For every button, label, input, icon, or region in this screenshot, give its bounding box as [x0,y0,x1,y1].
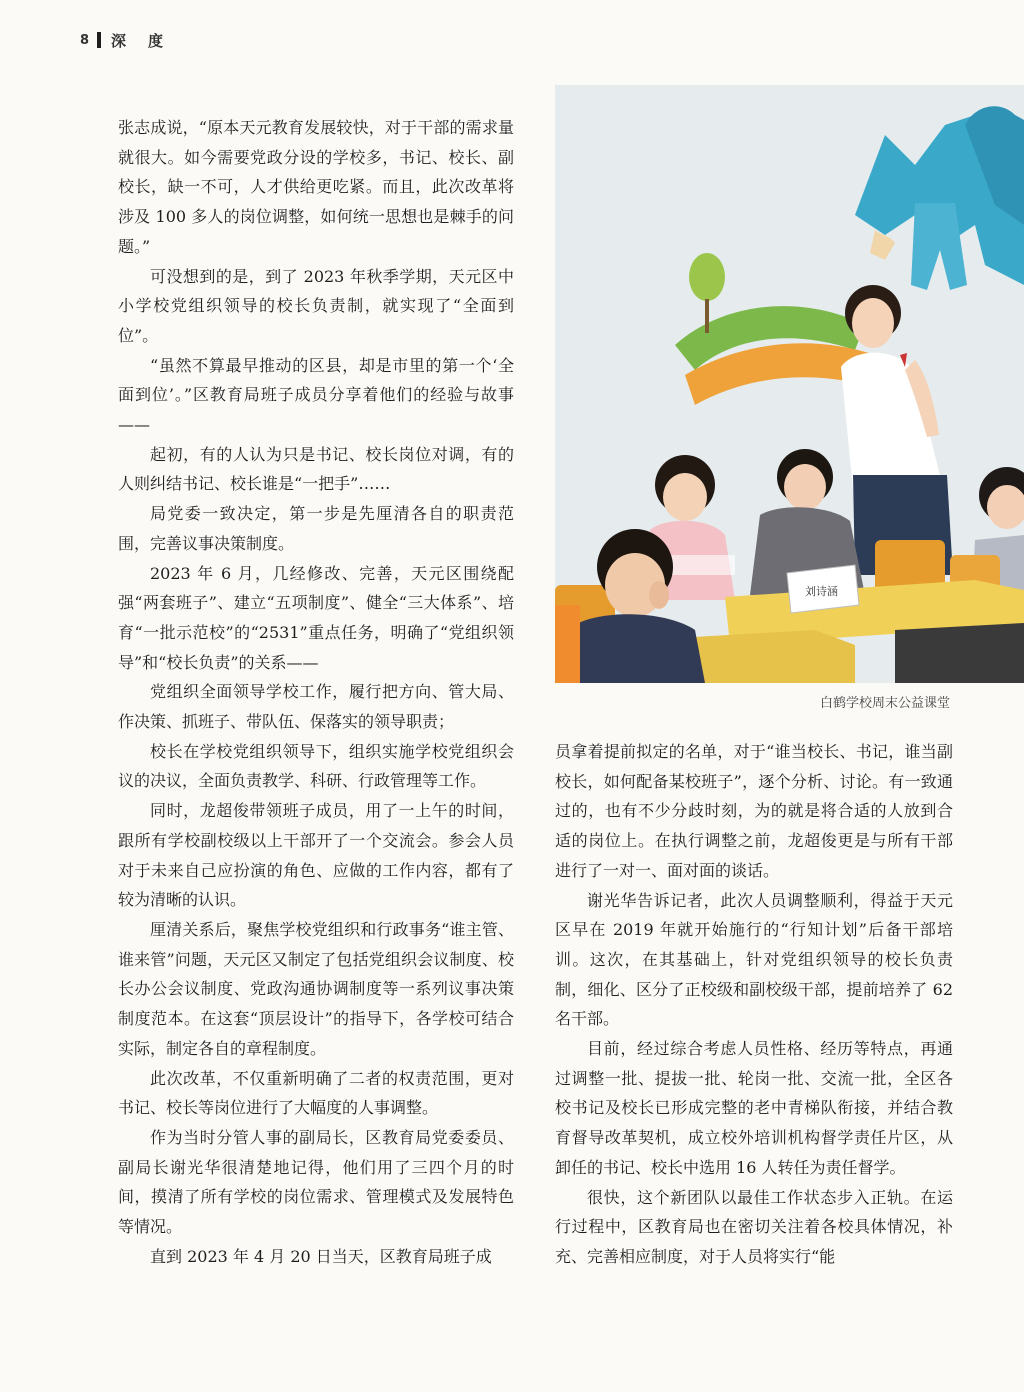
paragraph: “虽然不算最早推动的区县，却是市里的第一个‘全面到位’。”区教育局班子成员分享着他们的经验与故事—— [118,355,514,435]
paragraph: 直到 2023 年 4 月 20 日当天，区教育局班子成 [150,1246,492,1266]
section-title: 深度 [111,31,186,50]
paragraph: 厘清关系后，聚焦学校党组织和行政事务“谁主管、谁来管”问题，天元区又制定了包括党组织会议制度、校长办公会议制度、党政沟通协调制度等一系列议事决策制度范本。在这套“顶层设计”的指导下，各学校可结合实际，制定各自的章程制度。 [118,919,514,1058]
paragraph: 起初，有的人认为只是书记、校长岗位对调，有的人则纠结书记、校长谁是“一把手”…… [118,444,514,494]
paragraph: 同时，龙超俊带领班子成员，用了一上午的时间，跟所有学校副校级以上干部开了一个交流会。参会人员对于未来自己应扮演的角色、应做的工作内容，都有了较为清晰的认识。 [118,801,514,910]
paragraph: 作为当时分管人事的副局长，区教育局党委委员、副局长谢光华很清楚地记得，他们用了三四个月的时间，摸清了所有学校的岗位需求、管理模式及发展特色等情况。 [118,1127,514,1237]
paragraph: 谢光华告诉记者，此次人员调整顺利，得益于天元区早在 2019 年就开始施行的“行知计划”后备干部培训。这次，在其基础上，针对党组织领导的校长负责制，细化、区分了正校级和副校级干部，提前培养了 62 名干部。 [555,890,953,1029]
paragraph: 2023 年 6 月，几经修改、完善，天元区围绕配强“两套班子”、建立“五项制度”、健全“三大体系”、培育“一批示范校”的“2531”重点任务，明确了“党组织领导”和“校长负责”的关系—— [118,563,514,672]
page-header [80,28,185,52]
paragraph: 党组织全面领导学校工作，履行把方向、管大局、作决策、抓班子、带队伍、保落实的领导职责； [118,682,514,732]
classroom-illustration [555,85,1024,683]
classroom-photo [555,85,1024,683]
paragraph: 此次改革，不仅重新明确了二者的权责范围，更对书记、校长等岗位进行了大幅度的人事调整。 [118,1068,514,1118]
paragraph: 很快，这个新团队以最佳工作状态步入正轨。在运行过程中，区教育局也在密切关注着各校具体情况，补充、完善相应制度，对于人员将实行“能 [555,1187,953,1266]
page-number: 8 [80,32,90,48]
paragraph: 员拿着提前拟定的名单，对于“谁当校长、书记，谁当副校长，如何配备某校班子”，逐个分析、讨论。有一致通过的，也有不少分歧时刻，为的就是将合适的人放到合适的岗位上。在执行调整之前，龙超俊更是与所有干部进行了一对一、面对面的谈话。 [555,742,953,880]
header-divider [97,32,101,48]
paragraph: 张志成说，“原本天元教育发展较快，对于干部的需求量就很大。如今需要党政分设的学校多，书记、校长、副校长，缺一不可，人才供给更吃紧。而且，此次改革将涉及 100 多人的岗位调整，如何统一思想也是棘手的问题。” [118,118,514,256]
paragraph: 可没想到的是，到了 2023 年秋季学期，天元区中小学校党组织领导的校长负责制，就实现了“全面到位”。 [118,266,514,345]
paragraph: 局党委一致决定，第一步是先厘清各自的职责范围，完善议事决策制度。 [118,504,514,553]
paragraph: 目前，经过综合考虑人员性格、经历等特点，再通过调整一批、提拔一批、轮岗一批、交流一批，全区各校书记及校长已形成完整的老中青梯队衔接，并结合教育督导改革契机，成立校外培训机构督学责任片区，从卸任的书记、校长中选用 16 人转任为责任督学。 [555,1039,953,1177]
paragraph: 校长在学校党组织领导下，组织实施学校党组织会议的决议，全面负责教学、科研、行政管理等工作。 [118,741,514,791]
photo-caption: 白鹤学校周末公益课堂 [819,696,950,711]
left-column [118,113,514,1271]
name-card-text: 刘诗涵 [805,585,838,598]
right-column [555,737,953,1272]
